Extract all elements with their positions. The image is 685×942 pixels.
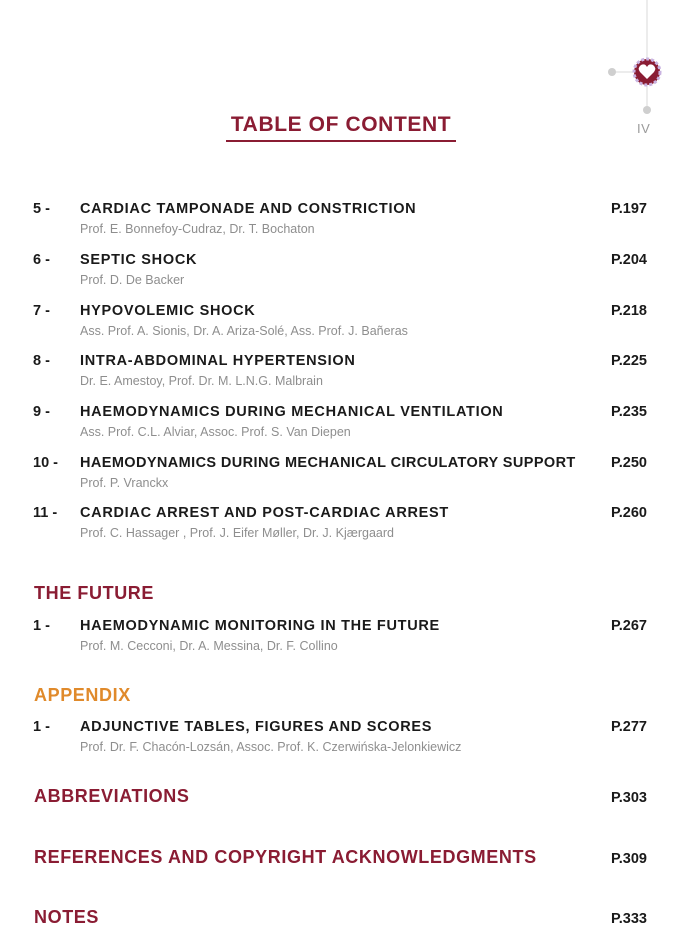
entry-page: P.218 (610, 303, 647, 319)
page-number: IV (637, 121, 651, 136)
section-heading-future: THE FUTURE (34, 583, 154, 603)
entry-page: P.197 (610, 201, 647, 217)
entry-authors: Prof. Dr. F. Chacón-Lozsán, Assoc. Prof. K. Czerwińska-Jelonkiewicz (80, 740, 462, 754)
section-page: P.309 (610, 851, 647, 867)
entry-page: P.267 (610, 618, 647, 634)
entry-page: P.260 (610, 505, 647, 521)
entry-page: P.250 (610, 455, 647, 471)
heart-icon (634, 59, 660, 85)
entry-title: HAEMODYNAMIC MONITORING IN THE FUTURE (80, 618, 440, 634)
entry-title: CARDIAC TAMPONADE AND CONSTRICTION (80, 201, 417, 217)
entry-authors: Prof. E. Bonnefoy-Cudraz, Dr. T. Bochaton (80, 222, 315, 236)
entry-authors: Dr. E. Amestoy, Prof. Dr. M. L.N.G. Malbrain (80, 374, 323, 388)
section-heading-appendix: APPENDIX (34, 685, 131, 705)
entry-title: SEPTIC SHOCK (80, 252, 198, 268)
entry-number: 10 - (33, 455, 58, 471)
entry-authors: Prof. C. Hassager , Prof. J. Eifer Møller, Dr. J. Kjærgaard (80, 526, 394, 540)
entry-number: 11 - (33, 505, 58, 521)
entry-page: P.225 (610, 353, 647, 369)
section-heading-abbreviations: ABBREVIATIONS (34, 786, 190, 806)
page-title: TABLE OF CONTENT (226, 113, 456, 142)
section-page: P.333 (610, 911, 647, 927)
entry-number: 6 - (33, 252, 50, 268)
entry-number: 9 - (33, 404, 50, 420)
entry-number: 1 - (33, 719, 50, 735)
section-heading-references: REFERENCES AND COPYRIGHT ACKNOWLEDGMENTS (34, 847, 537, 867)
entry-title: HAEMODYNAMICS DURING MECHANICAL VENTILATION (80, 404, 504, 420)
entry-title: ADJUNCTIVE TABLES, FIGURES AND SCORES (80, 719, 433, 735)
entry-authors: Prof. D. De Backer (80, 273, 185, 287)
entry-number: 5 - (33, 201, 50, 217)
entry-title: HAEMODYNAMICS DURING MECHANICAL CIRCULATORY SUPPORT (80, 455, 576, 471)
entry-authors: Ass. Prof. C.L. Alviar, Assoc. Prof. S. Van Diepen (80, 425, 351, 439)
entry-number: 1 - (33, 618, 50, 634)
entry-number: 7 - (33, 303, 50, 319)
entry-title: CARDIAC ARREST AND POST-CARDIAC ARREST (80, 505, 449, 521)
entry-number: 8 - (33, 353, 50, 369)
entry-authors: Ass. Prof. A. Sionis, Dr. A. Ariza-Solé, Ass. Prof. J. Bañeras (80, 324, 408, 338)
entry-page: P.235 (610, 404, 647, 420)
entry-authors: Prof. M. Cecconi, Dr. A. Messina, Dr. F. Collino (80, 639, 338, 653)
entry-authors: Prof. P. Vranckx (80, 476, 169, 490)
section-heading-notes: NOTES (34, 907, 100, 927)
entry-title: INTRA-ABDOMINAL HYPERTENSION (80, 353, 356, 369)
entry-page: P.204 (610, 252, 647, 268)
entry-title: HYPOVOLEMIC SHOCK (80, 303, 256, 319)
section-page: P.303 (610, 790, 647, 806)
entry-page: P.277 (610, 719, 647, 735)
